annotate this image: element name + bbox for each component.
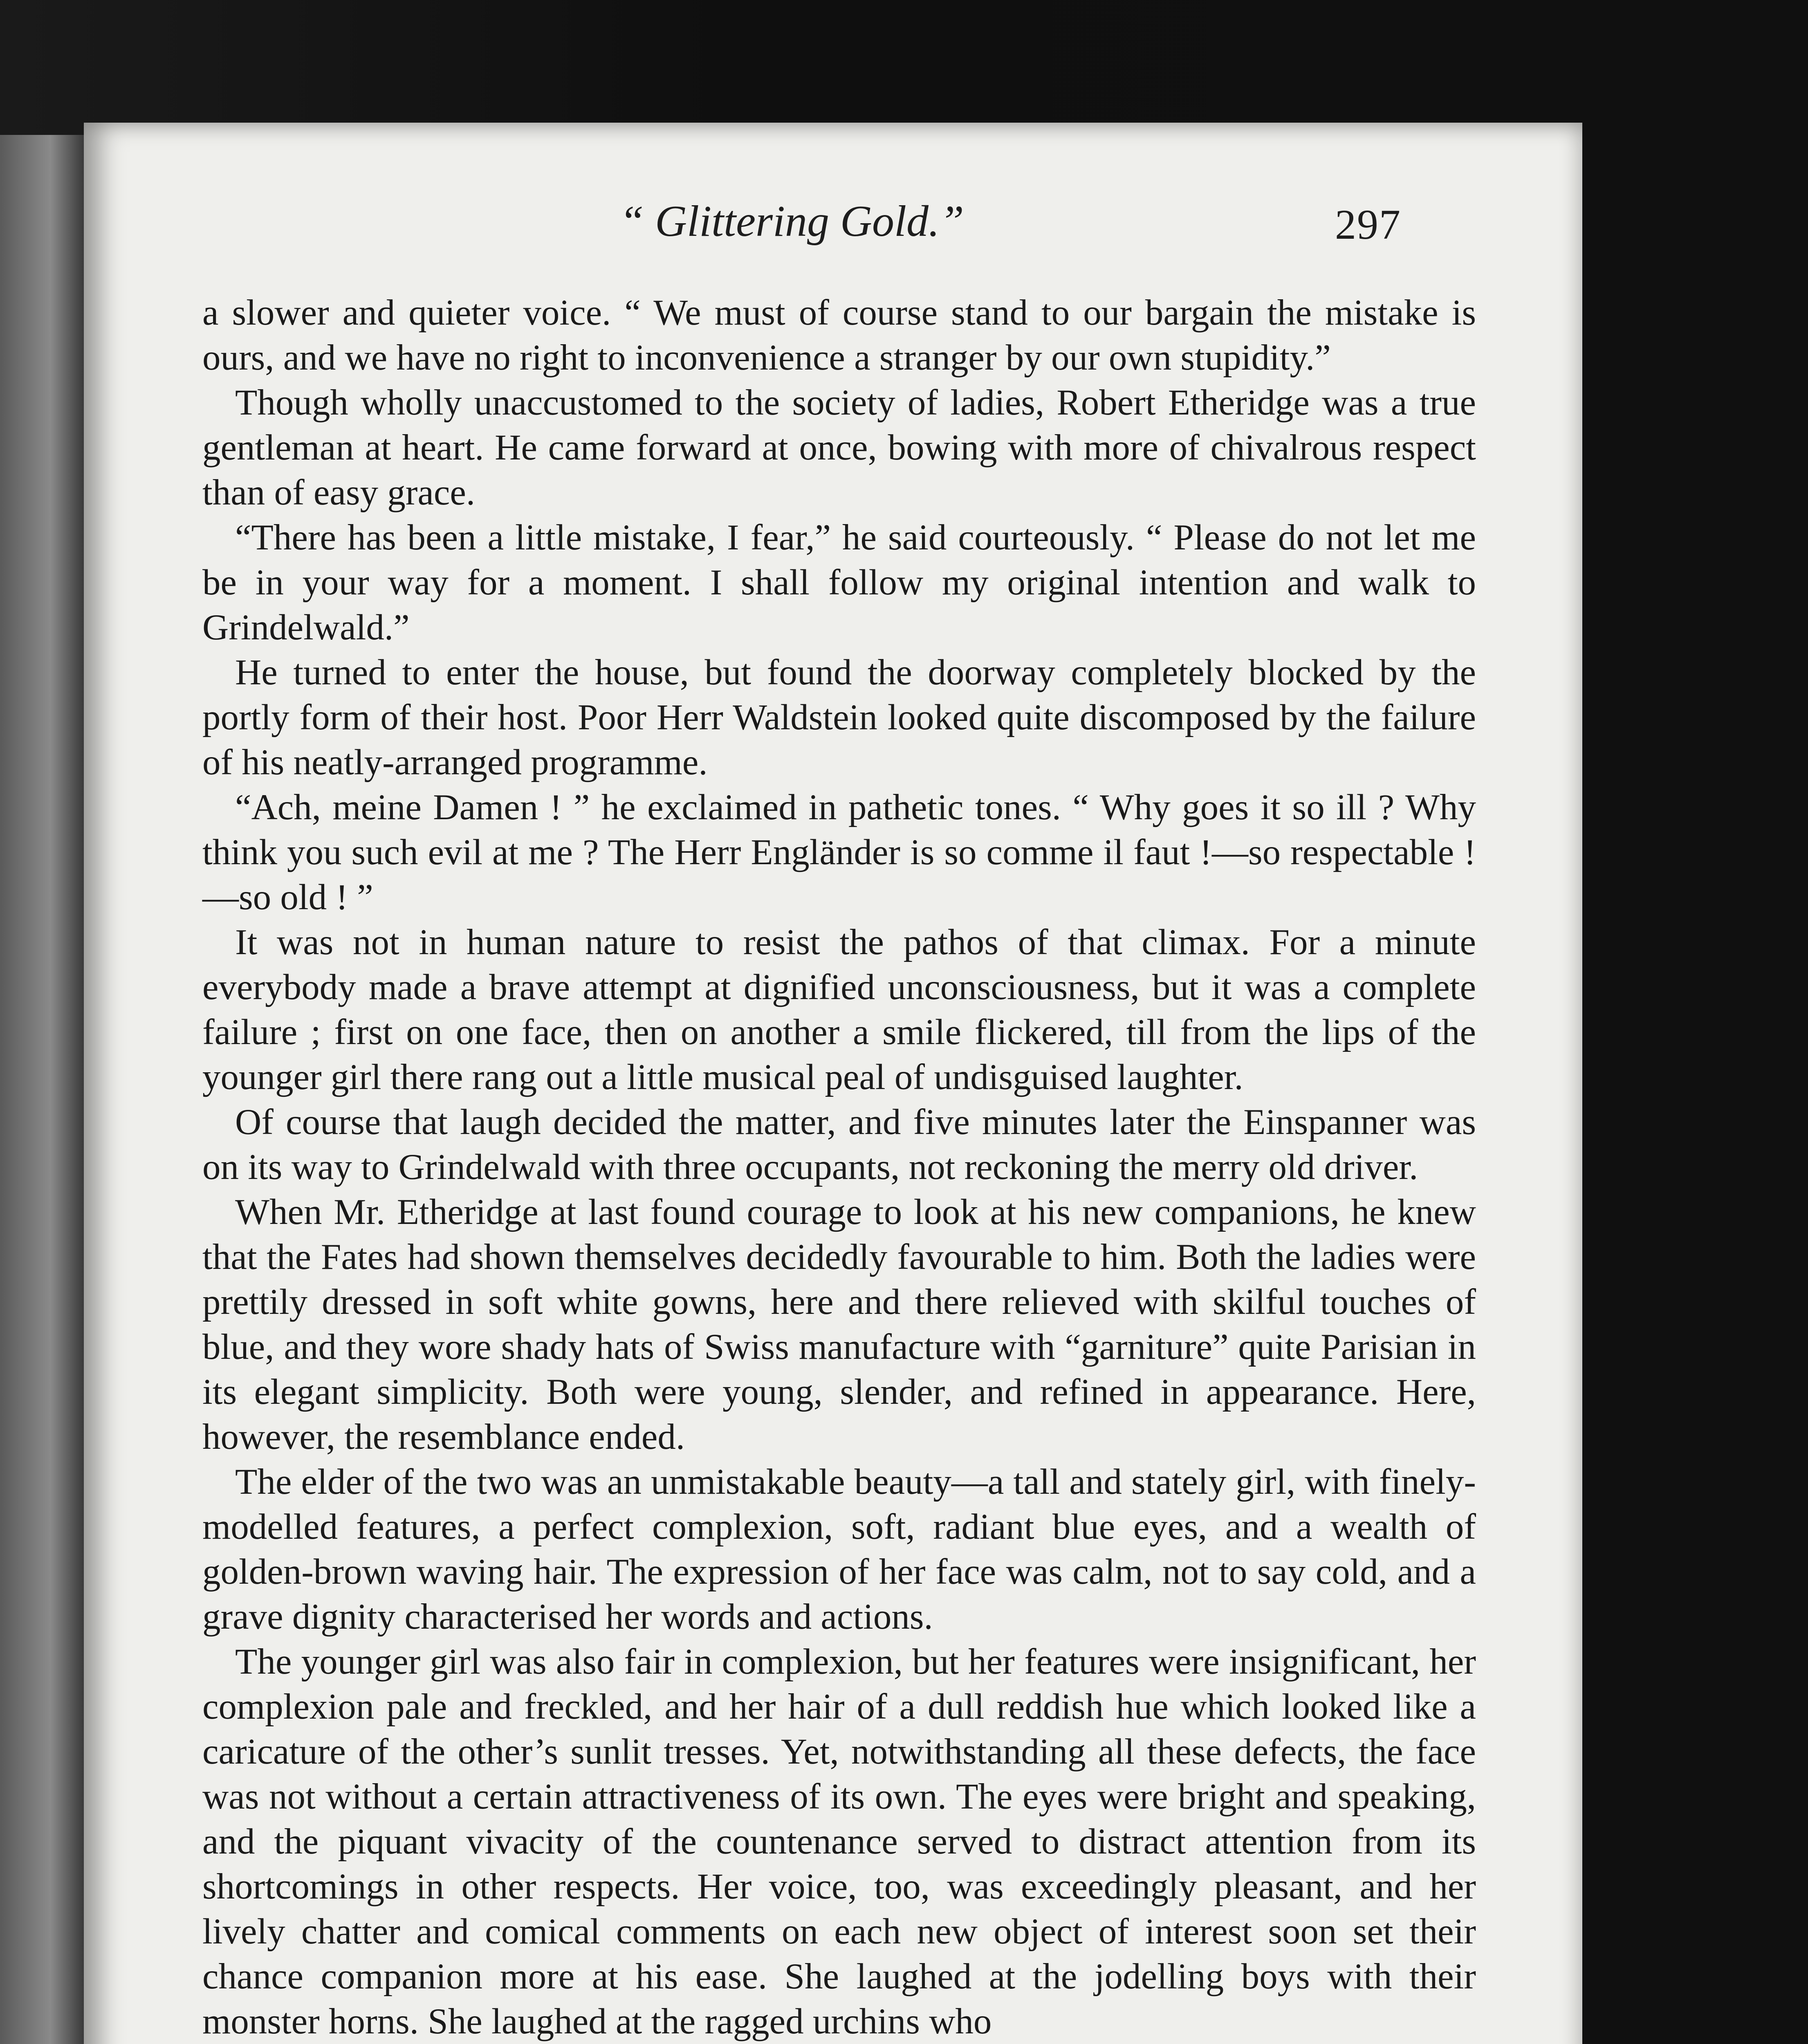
paragraph: Of course that laugh decided the matter, and five minutes later the Einspanner was on its way to Grindelwald with three occupants, not reckoning the merry old driver. [202, 1102, 1476, 1187]
running-title: “ Glittering Gold.” [619, 197, 965, 246]
paragraph: When Mr. Etheridge at last found courage to look at his new companions, he knew that the Fates had shown themselves decidedly favourable to him. Both the ladies were prettily dressed in soft white gowns, here and there relieved with skilful touches of blue, and they wore shady hats of Swiss manufacture with “garniture” quite Parisian in its elegant simplicity. Both were young, slender, and refined in appearance. Here, however, the resemblance ended. [202, 1192, 1476, 1457]
body-text [202, 290, 1476, 2044]
paragraph: It was not in human nature to resist the pathos of that climax. For a minute everybody made a brave attempt at dignified unconsciousness, but it was a complete failure ; first on one face, then on another a smile flickered, till from the lips of the younger girl there rang out a little musical peal of undisguised laughter. [202, 922, 1476, 1097]
paragraph: “Ach, meine Damen ! ” he exclaimed in pathetic tones. “ Why goes it so ill ? Why think you such evil at me ? The Herr Engländer is so comme il faut !—so respectable !—so old ! ” [202, 787, 1476, 917]
running-head [84, 196, 1582, 262]
paragraph: “There has been a little mistake, I fear,” he said courteously. “ Please do not let me be in your way for a moment. I shall follow my original intention and walk to Grindelwald.” [202, 518, 1476, 648]
paragraph: Though wholly unaccustomed to the society of ladies, Robert Etheridge was a true gentleman at heart. He came forward at once, bowing with more of chivalrous respect than of easy grace. [202, 383, 1476, 513]
paragraph: The elder of the two was an unmistakable beauty—a tall and stately girl, with finely-modelled features, a perfect complexion, soft, radiant blue eyes, and a wealth of golden-brown waving hair. The expression of her face was calm, not to say cold, and a grave dignity characterised her words and actions. [202, 1462, 1476, 1637]
paragraph: He turned to enter the house, but found the doorway completely blocked by the portly form of their host. Poor Herr Waldstein looked quite discomposed by the failure of his neatly-arranged programme. [202, 652, 1476, 782]
book-page [84, 123, 1582, 2044]
facing-page-edge [0, 135, 84, 2044]
paragraph: The younger girl was also fair in complexion, but her features were insignificant, her complexion pale and freckled, and her hair of a dull reddish hue which looked like a caricature of the other’s sunlit tresses. Yet, notwithstanding all these defects, the face was not without a certain attractiveness of its own. The eyes were bright and speaking, and the piquant vivacity of the countenance served to distract attention from its shortcomings in other respects. Her voice, too, was exceedingly pleasant, and her lively chatter and comical comments on each new object of interest soon set their chance companion more at his ease. She laughed at the jodelling boys with their monster horns. She laughed at the ragged urchins who [202, 1642, 1476, 2042]
paragraph: a slower and quieter voice. “ We must of course stand to our bargain the mistake is ours, and we have no right to inconvenience a stranger by our own stupidity.” [202, 293, 1476, 378]
page-number: 297 [1335, 201, 1401, 248]
